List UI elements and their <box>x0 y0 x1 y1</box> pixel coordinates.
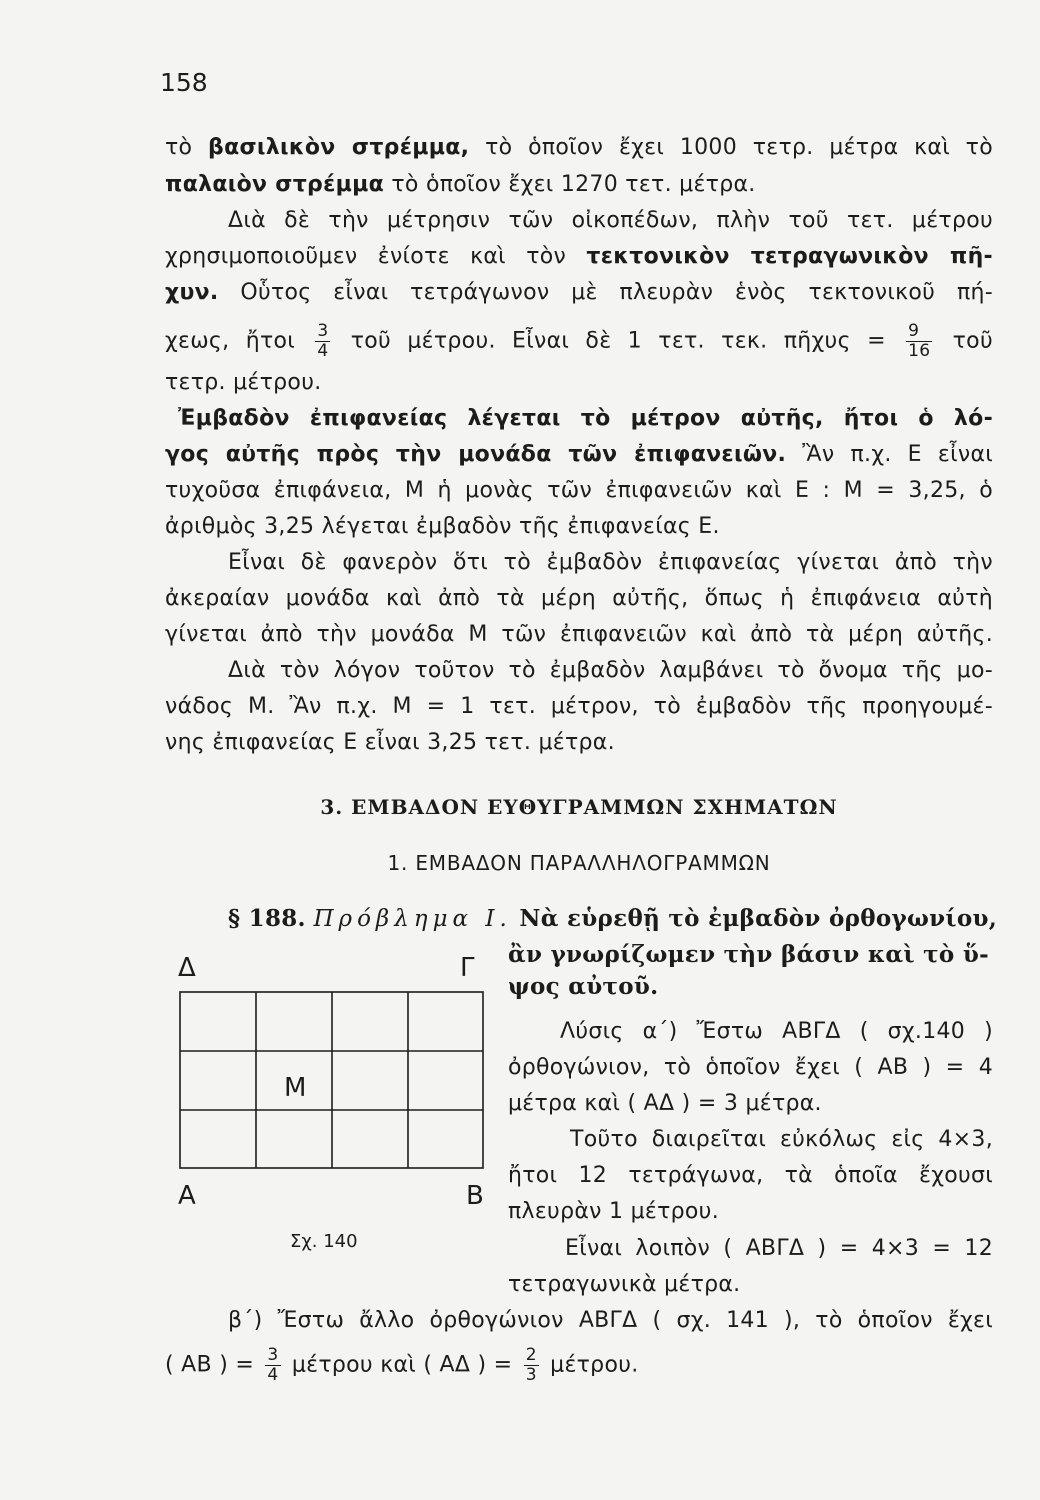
fraction-two-thirds: $\frac{2}{3}$ <box>525 1345 537 1385</box>
text-line: τυχοῦσα ἐπιφάνεια, Μ ἡ μονὰς τῶν ἐπιφανειῶν καὶ Ε : Μ = 3,25, ὁ <box>165 478 993 503</box>
text-line: γος αὐτῆς πρὸς τὴν μονάδα τῶν ἐπιφανειῶν. Ἂν π.χ. Ε εἶναι <box>165 442 993 467</box>
text-line: ἀριθμὸς 3,25 λέγεται ἐμβαδὸν τῆς ἐπιφανείας Ε. <box>165 514 720 539</box>
figure-caption: Σχ. 140 <box>290 1231 358 1252</box>
solution-line: ὀρθογώνιον, τὸ ὁποῖον ἔχει ( ΑΒ ) = 4 <box>508 1055 993 1080</box>
text-line: παλαιὸν στρέμμα τὸ ὁποῖον ἔχει 1270 τετ. μέτρα. <box>165 172 756 197</box>
text-line: Εἶναι δὲ φανερὸν ὅτι τὸ ἐμβαδὸν ἐπιφανείας γίνεται ἀπὸ τὴν <box>228 550 993 575</box>
text-line: τετρ. μέτρου. <box>165 370 322 395</box>
problem-line: § 188. Πρόβλημα Ι. Νὰ εὑρεθῇ τὸ ἐμβαδὸν ὀρθογωνίου, <box>228 905 998 932</box>
problem-line: ψος αὐτοῦ. <box>508 973 659 1000</box>
text-line: τὸ βασιλικὸν στρέμμα, τὸ ὁποῖον ἔχει 1000 τετρ. μέτρα καὶ τὸ <box>165 135 993 160</box>
vertex-label-delta: Δ <box>178 953 196 983</box>
vertex-label-gamma: Γ <box>460 953 475 983</box>
fraction-nine-sixteenths: $\frac{9}{16}$ <box>908 321 931 361</box>
problem-line: ἂν γνωρίζωμεν τὴν βάσιν καὶ τὸ ὕ- <box>508 941 989 968</box>
text-line: νάδος Μ. Ἂν π.χ. Μ = 1 τετ. μέτρον, τὸ ἐμβαδὸν τῆς προηγουμέ- <box>165 694 993 719</box>
solution-line: πλευρὰν 1 μέτρου. <box>508 1199 720 1224</box>
solution-line: Λύσις α΄) Ἔστω ΑΒΓΔ ( σχ.140 ) <box>560 1019 993 1044</box>
subsection-title: 1. ΕΜΒΑΔΟΝ ΠΑΡΑΛΛΗΛΟΓΡΑΜΜΩΝ <box>387 851 771 875</box>
text-line: χρησιμοποιοῦμεν ἐνίοτε καὶ τὸν τεκτονικὸν τετραγωνικὸν πῆ- <box>165 244 993 269</box>
solution-line: β΄) Ἔστω ἄλλο ὀρθογώνιον ΑΒΓΔ ( σχ. 141 ), τὸ ὁποῖον ἔχει <box>228 1308 993 1333</box>
solution-line: μέτρα καὶ ( ΑΔ ) = 3 μέτρα. <box>508 1091 822 1116</box>
fraction-three-quarters: $\frac{3}{4}$ <box>267 1345 279 1385</box>
text-line: Διὰ δὲ τὴν μέτρησιν τῶν οἰκοπέδων, πλὴν τοῦ τετ. μέτρου <box>228 208 993 233</box>
text-line: γίνεται ἀπὸ τὴν μονάδα Μ τῶν ἐπιφανειῶν καὶ ἀπὸ τὰ μέρη αὐτῆς. <box>165 622 993 647</box>
text-line: νης ἐπιφανείας Ε εἶναι 3,25 τετ. μέτρα. <box>165 730 615 755</box>
text-line: Διὰ τὸν λόγον τοῦτον τὸ ἐμβαδὸν λαμβάνει τὸ ὄνομα τῆς μο- <box>228 658 993 683</box>
text-line: ἀκεραίαν μονάδα καὶ ἀπὸ τὰ μέρη αὐτῆς, ὅπως ἡ ἐπιφάνεια αὐτὴ <box>165 586 993 611</box>
solution-line: τετραγωνικὰ μέτρα. <box>508 1272 741 1297</box>
figure-140 <box>160 955 520 1275</box>
unit-label-m: Μ <box>284 1073 307 1103</box>
fraction-three-quarters: $\frac{3}{4}$ <box>317 321 329 361</box>
text-line: χυν. Οὗτος εἶναι τετράγωνον μὲ πλευρὰν ἑνὸς τεκτονικοῦ πή- <box>165 280 993 305</box>
solution-line: Τοῦτο διαιρεῖται εὐκόλως εἰς 4×3, <box>570 1127 993 1152</box>
vertex-label-alpha: Α <box>178 1181 196 1211</box>
section-title: 3. ΕΜΒΑΔΟΝ ΕΥΘΥΓΡΑΜΜΩΝ ΣΧΗΜΑΤΩΝ <box>320 795 838 819</box>
page-number: 158 <box>160 68 208 97</box>
solution-line: ( ΑΒ ) = $\frac{3}{4}$ μέτρου καὶ ( ΑΔ ) = $\frac{2}{3}$ μέτρου. <box>165 1345 639 1385</box>
solution-line: Εἶναι λοιπὸν ( ΑΒΓΔ ) = 4×3 = 12 <box>565 1236 993 1261</box>
text-line: χεως, ἤτοι $\frac{3}{4}$ τοῦ μέτρου. Εἶναι δὲ 1 τετ. τεκ. πῆχυς = $\frac{9}{16}$ τοῦ <box>165 321 993 361</box>
definition-line: Ἐμβαδὸν ἐπιφανείας λέγεται τὸ μέτρον αὐτῆς, ἤτοι ὁ λό- <box>178 406 993 431</box>
rectangle-grid <box>160 955 520 1275</box>
vertex-label-beta: Β <box>466 1181 484 1211</box>
solution-line: ἤτοι 12 τετράγωνα, τὰ ὁποῖα ἔχουσι <box>508 1163 993 1188</box>
